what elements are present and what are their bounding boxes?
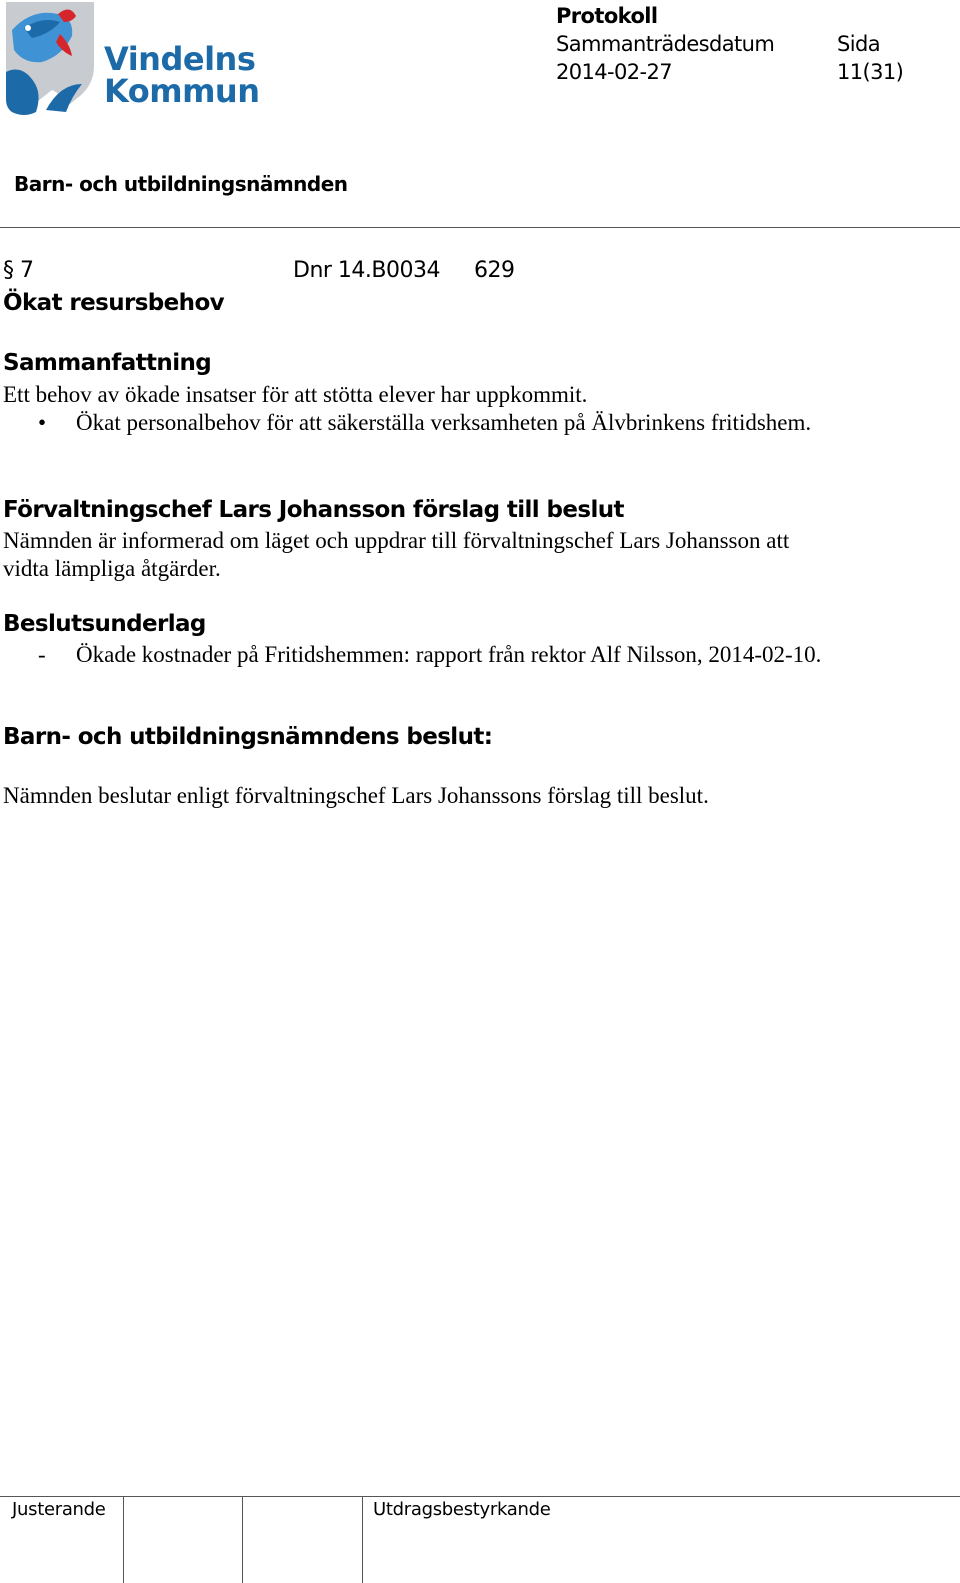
summary-text: Ett behov av ökade insatser för att stötta elever har uppkommit.: [3, 382, 588, 407]
utdragsbestyrkande-label: Utdragsbestyrkande: [373, 1499, 551, 1520]
diary-code: 629: [474, 258, 515, 283]
committee-name: Barn- och utbildningsnämnden: [14, 172, 348, 196]
footer-cell-divider: [123, 1497, 124, 1583]
section-number: § 7: [3, 258, 34, 283]
page-label: Sida: [837, 32, 880, 56]
proposal-heading: Förvaltningschef Lars Johansson förslag till beslut: [3, 497, 624, 523]
diary-number: Dnr 14.B0034: [293, 258, 440, 283]
basis-heading: Beslutsunderlag: [3, 611, 206, 637]
decision-text: Nämnden beslutar enligt förvaltningschef Lars Johanssons förslag till beslut.: [3, 783, 709, 808]
meeting-date-value: 2014-02-27: [556, 60, 673, 84]
footer-cell-divider: [242, 1497, 243, 1583]
decision-heading: Barn- och utbildningsnämndens beslut:: [3, 724, 493, 750]
bullet-marker: •: [38, 410, 47, 435]
item-title: Ökat resursbehov: [3, 290, 225, 316]
logo-text-vindelns: Vindelns: [104, 40, 256, 78]
footer-cell-divider: [362, 1497, 363, 1583]
footer-signature-table: [0, 1496, 960, 1583]
basis-item-text: Ökade kostnader på Fritidshemmen: rapport från rektor Alf Nilsson, 2014-02-10.: [76, 642, 822, 667]
justerande-label: Justerande: [12, 1499, 106, 1520]
header-divider: [0, 227, 960, 228]
document-type: Protokoll: [556, 4, 658, 28]
summary-heading: Sammanfattning: [3, 350, 212, 376]
summary-bullet-text: Ökat personalbehov för att säkerställa verksamheten på Älvbrinkens fritidshem.: [76, 410, 812, 435]
proposal-text: Nämnden är informerad om läget och uppdrar till förvaltningschef Lars Johansson att vidta lämpliga åtgärder.: [3, 528, 790, 581]
page-number: 11(31): [837, 60, 904, 84]
list-dash-marker: -: [38, 642, 46, 667]
meeting-date-label: Sammanträdesdatum: [556, 32, 775, 56]
logo-text-kommun: Kommun: [104, 72, 260, 110]
municipality-logo: [2, 0, 260, 118]
